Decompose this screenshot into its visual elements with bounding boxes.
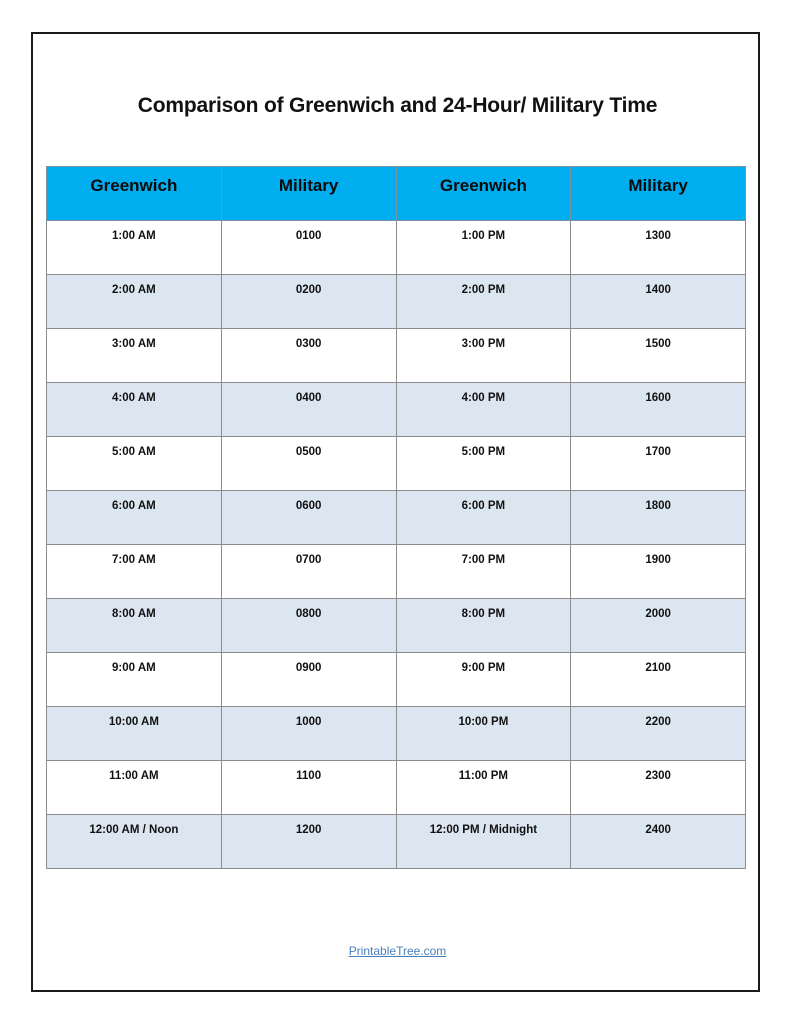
table-cell: 1800 <box>571 491 746 545</box>
table-cell: 0200 <box>221 275 396 329</box>
table-cell: 2:00 PM <box>396 275 571 329</box>
table-row <box>47 491 746 545</box>
table-cell: 9:00 AM <box>47 653 222 707</box>
table-cell: 1400 <box>571 275 746 329</box>
table-cell: 2300 <box>571 761 746 815</box>
table-cell: 0900 <box>221 653 396 707</box>
table-cell: 0500 <box>221 437 396 491</box>
table-body <box>47 221 746 869</box>
printabletree-link[interactable]: PrintableTree.com <box>348 944 447 958</box>
table-cell: 10:00 PM <box>396 707 571 761</box>
table-row <box>47 653 746 707</box>
table-cell: 1000 <box>221 707 396 761</box>
footer <box>33 942 762 960</box>
table-cell: 9:00 PM <box>396 653 571 707</box>
table-cell: 0800 <box>221 599 396 653</box>
table-cell: 1:00 PM <box>396 221 571 275</box>
table-cell: 5:00 AM <box>47 437 222 491</box>
table-cell: 8:00 AM <box>47 599 222 653</box>
table-cell: 3:00 AM <box>47 329 222 383</box>
table-cell: 2200 <box>571 707 746 761</box>
table-row <box>47 221 746 275</box>
column-header-military-pm: Military <box>571 167 746 221</box>
table-cell: 0400 <box>221 383 396 437</box>
table-cell: 1500 <box>571 329 746 383</box>
table-cell: 4:00 AM <box>47 383 222 437</box>
table-cell: 5:00 PM <box>396 437 571 491</box>
table-cell: 12:00 AM / Noon <box>47 815 222 869</box>
table-cell: 7:00 AM <box>47 545 222 599</box>
table-cell: 0100 <box>221 221 396 275</box>
table-header-row <box>47 167 746 221</box>
table-cell: 6:00 PM <box>396 491 571 545</box>
table-cell: 0300 <box>221 329 396 383</box>
table-row <box>47 761 746 815</box>
table-cell: 6:00 AM <box>47 491 222 545</box>
page-title: Comparison of Greenwich and 24-Hour/ Military Time <box>137 94 658 117</box>
greenwich-military-time-table <box>46 166 746 869</box>
table-cell: 1200 <box>221 815 396 869</box>
table-cell: 1600 <box>571 383 746 437</box>
column-header-greenwich-pm: Greenwich <box>396 167 571 221</box>
table-cell: 1700 <box>571 437 746 491</box>
table-cell: 10:00 AM <box>47 707 222 761</box>
table-cell: 11:00 AM <box>47 761 222 815</box>
table-row <box>47 545 746 599</box>
table-row <box>47 329 746 383</box>
table-row <box>47 437 746 491</box>
table-cell: 7:00 PM <box>396 545 571 599</box>
table-row <box>47 599 746 653</box>
table-cell: 11:00 PM <box>396 761 571 815</box>
table-cell: 2000 <box>571 599 746 653</box>
table-cell: 0600 <box>221 491 396 545</box>
table-cell: 1300 <box>571 221 746 275</box>
table-row <box>47 707 746 761</box>
table-cell: 1900 <box>571 545 746 599</box>
table-cell: 1:00 AM <box>47 221 222 275</box>
table-cell: 8:00 PM <box>396 599 571 653</box>
table-cell: 3:00 PM <box>396 329 571 383</box>
table-row <box>47 815 746 869</box>
table-cell: 1100 <box>221 761 396 815</box>
table-header <box>47 167 746 221</box>
table-cell: 2100 <box>571 653 746 707</box>
table-cell: 0700 <box>221 545 396 599</box>
table-cell: 2:00 AM <box>47 275 222 329</box>
table-cell: 2400 <box>571 815 746 869</box>
printable-page-sheet <box>31 32 760 992</box>
table-row <box>47 275 746 329</box>
column-header-military-am: Military <box>221 167 396 221</box>
table-cell: 4:00 PM <box>396 383 571 437</box>
table-row <box>47 383 746 437</box>
column-header-greenwich-am: Greenwich <box>47 167 222 221</box>
table-cell: 12:00 PM / Midnight <box>396 815 571 869</box>
